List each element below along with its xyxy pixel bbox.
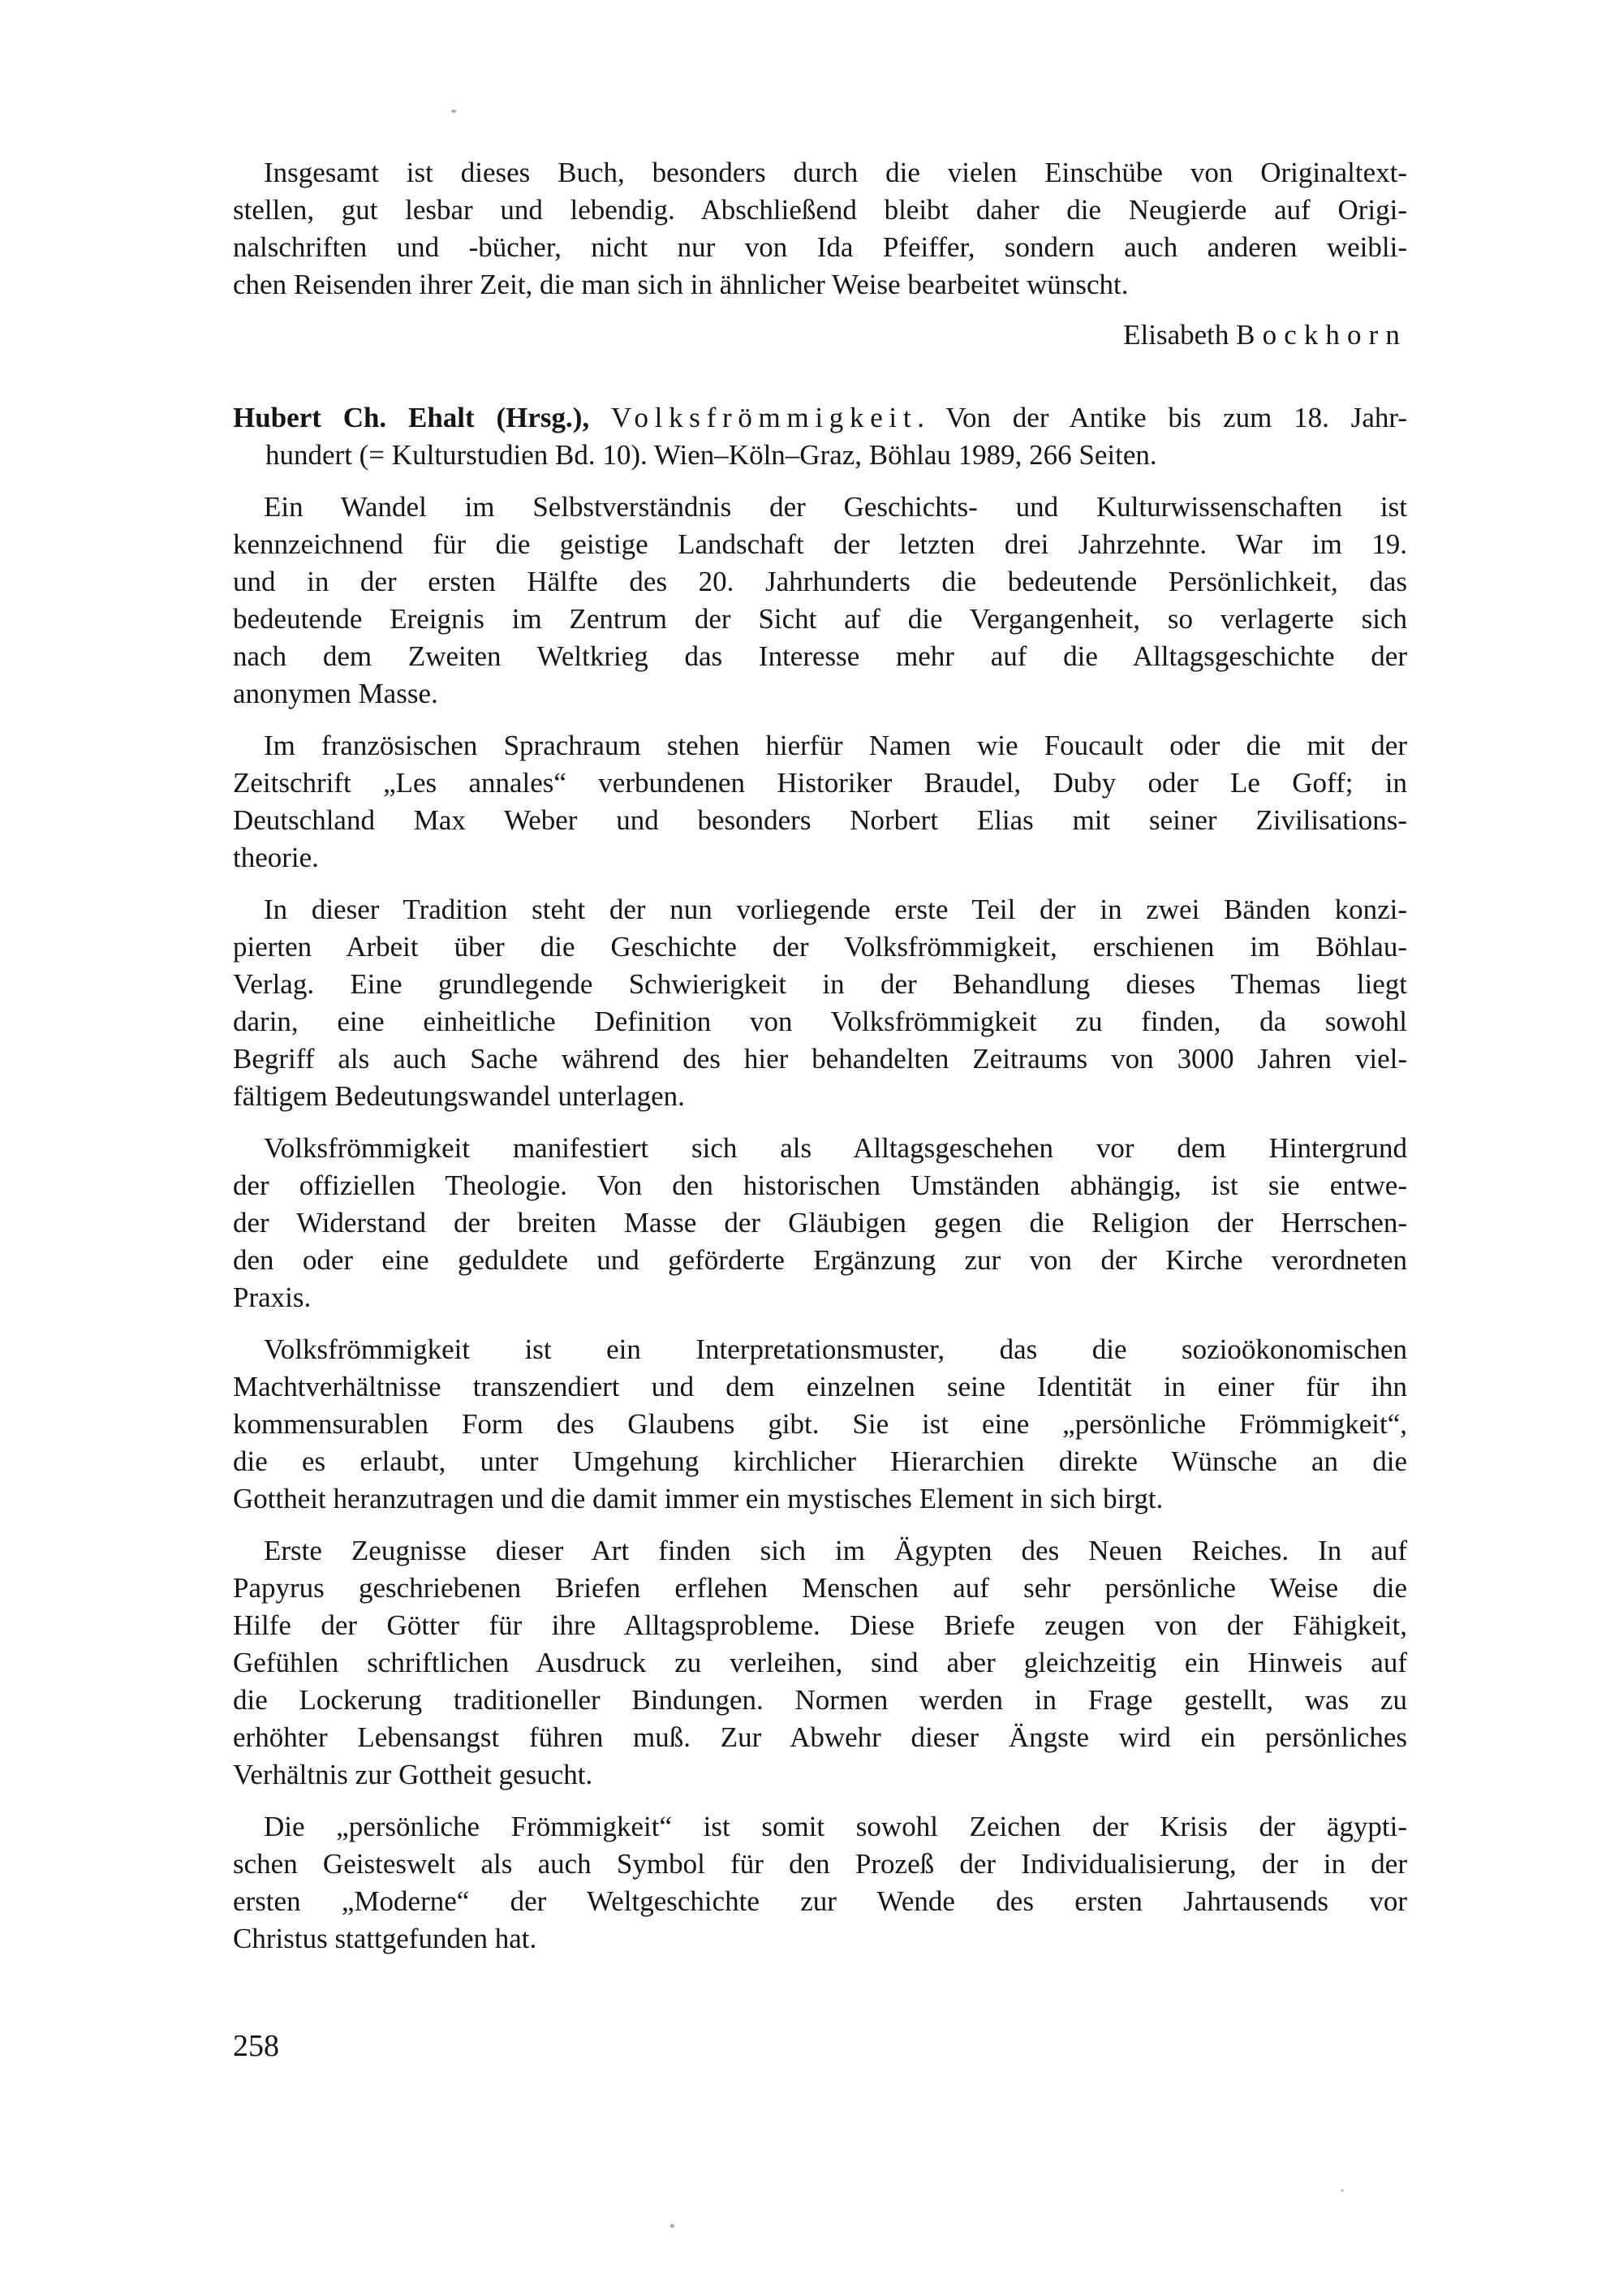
text-column bbox=[233, 154, 1407, 1972]
text-line: Im französischen Sprachraum stehen hierfür Namen wie Foucault oder die mit der bbox=[264, 730, 1407, 761]
reviewer-family-name: Bockhorn bbox=[1236, 319, 1407, 351]
text-line: kommensurablen Form des Glaubens gibt. Sie ist eine „persönliche Frömmigkeit“, bbox=[233, 1408, 1407, 1440]
page-number: 258 bbox=[233, 2029, 279, 2063]
paragraph bbox=[233, 1331, 1407, 1518]
text-line: Deutschland Max Weber und besonders Norbert Elias mit seiner Zivilisations- bbox=[233, 804, 1407, 836]
text-line: pierten Arbeit über die Geschichte der Volksfrömmigkeit, erschienen im Böhlau- bbox=[233, 931, 1407, 963]
heading-line-2: hundert (= Kulturstudien Bd. 10). Wien–Köln–Graz, Böhlau 1989, 266 Seiten. bbox=[265, 439, 1157, 471]
book-editor: Hubert Ch. Ehalt (Hrsg.), bbox=[233, 402, 611, 433]
text-line: Hilfe der Götter für ihre Alltagsprobleme. Diese Briefe zeugen von der Fähigkeit, bbox=[233, 1609, 1407, 1641]
text-line: Praxis. bbox=[233, 1282, 312, 1313]
paragraph bbox=[233, 1130, 1407, 1316]
text-line: die Lockerung traditioneller Bindungen. Normen werden in Frage gestellt, was zu bbox=[233, 1684, 1407, 1716]
text-line: Machtverhältnisse transzendiert und dem einzelnen seine Identität in einer für ihn bbox=[233, 1371, 1407, 1402]
book-title: Volksfrömmigkeit bbox=[611, 402, 918, 433]
reviewer-signature bbox=[233, 317, 1407, 354]
text-line: ersten „Moderne“ der Weltgeschichte zur Wende des ersten Jahrtausends vor bbox=[233, 1885, 1407, 1917]
text-line: Erste Zeugnisse dieser Art finden sich im Ägypten des Neuen Reiches. In auf bbox=[264, 1535, 1407, 1566]
text-line: der offiziellen Theologie. Von den historischen Umständen abhängig, ist sie entwe- bbox=[233, 1170, 1407, 1201]
text-line: Zeitschrift „Les annales“ verbundenen Historiker Braudel, Duby oder Le Goff; in bbox=[233, 767, 1407, 799]
scan-speck bbox=[451, 110, 456, 113]
scan-speck bbox=[670, 2224, 674, 2228]
text-line: anonymen Masse. bbox=[233, 678, 438, 709]
text-line: Gottheit heranzutragen und die damit immer ein mystisches Element in sich birgt. bbox=[233, 1483, 1164, 1514]
paragraph bbox=[233, 1532, 1407, 1794]
text-line: Begriff als auch Sache während des hier behandelten Zeitraums von 3000 Jahren viel- bbox=[233, 1043, 1407, 1075]
text-line: Ein Wandel im Selbstverständnis der Geschichts- und Kulturwissenschaften ist bbox=[264, 491, 1407, 523]
closing-paragraph bbox=[233, 154, 1407, 304]
text-line: Gefühlen schriftlichen Ausdruck zu verleihen, sind aber gleichzeitig ein Hinweis auf bbox=[233, 1647, 1407, 1678]
text-line: In dieser Tradition steht der nun vorliegende erste Teil der in zwei Bänden konzi- bbox=[264, 894, 1407, 925]
text-line: Die „persönliche Frömmigkeit“ ist somit sowohl Zeichen der Krisis der ägypti- bbox=[264, 1811, 1407, 1842]
text-line: Volksfrömmigkeit ist ein Interpretationsmuster, das die sozioökonomischen bbox=[264, 1333, 1407, 1365]
text-line: Papyrus geschriebenen Briefen erflehen Menschen auf sehr persönliche Weise die bbox=[233, 1572, 1407, 1604]
text-line: darin, eine einheitliche Definition von Volksfrömmigkeit zu finden, da sowohl bbox=[233, 1006, 1407, 1037]
reviewer-given-name: Elisabeth bbox=[1123, 319, 1237, 351]
text-line: Volksfrömmigkeit manifestiert sich als Alltagsgeschehen vor dem Hintergrund bbox=[264, 1132, 1407, 1164]
scan-speck bbox=[1341, 2189, 1344, 2192]
text-line: chen Reisenden ihrer Zeit, die man sich in ähnlicher Weise bearbeitet wünscht. bbox=[233, 269, 1129, 300]
text-line: nach dem Zweiten Weltkrieg das Interesse mehr auf die Alltagsgeschichte der bbox=[233, 640, 1407, 672]
paragraph bbox=[233, 1808, 1407, 1958]
book-subtitle: . Von der Antike bis zum 18. Jahr- bbox=[917, 402, 1407, 433]
paragraph bbox=[233, 891, 1407, 1115]
paragraph bbox=[233, 489, 1407, 713]
text-line: und in der ersten Hälfte des 20. Jahrhunderts die bedeutende Persönlichkeit, das bbox=[233, 566, 1407, 597]
text-line: die es erlaubt, unter Umgehung kirchlicher Hierarchien direkte Wünsche an die bbox=[233, 1445, 1407, 1477]
text-line: Christus stattgefunden hat. bbox=[233, 1923, 537, 1954]
text-line: schen Geisteswelt als auch Symbol für den Prozeß der Individualisierung, der in der bbox=[233, 1848, 1407, 1880]
heading-line-1 bbox=[233, 399, 1407, 437]
paragraph bbox=[233, 727, 1407, 877]
text-line: Verhältnis zur Gottheit gesucht. bbox=[233, 1759, 593, 1790]
text-line: der Widerstand der breiten Masse der Gläubigen gegen die Religion der Herrschen- bbox=[233, 1207, 1407, 1238]
text-line: theorie. bbox=[233, 842, 319, 873]
text-line: bedeutende Ereignis im Zentrum der Sicht auf die Vergangenheit, so verlagerte sich bbox=[233, 603, 1407, 635]
text-line: stellen, gut lesbar und lebendig. Abschließend bleibt daher die Neugierde auf Origi- bbox=[233, 194, 1407, 226]
text-line: den oder eine geduldete und geförderte Ergänzung zur von der Kirche verordneten bbox=[233, 1244, 1407, 1276]
text-line: erhöhter Lebensangst führen muß. Zur Abwehr dieser Ängste wird ein persönliches bbox=[233, 1721, 1407, 1753]
text-line: Verlag. Eine grundlegende Schwierigkeit in der Behandlung dieses Themas liegt bbox=[233, 968, 1407, 1000]
text-line: kennzeichnend für die geistige Landschaft der letzten drei Jahrzehnte. War im 19. bbox=[233, 528, 1407, 560]
text-line: fältigem Bedeutungswandel unterlagen. bbox=[233, 1080, 685, 1112]
text-line: Insgesamt ist dieses Buch, besonders durch die vielen Einschübe von Originaltext- bbox=[264, 157, 1407, 188]
text-line: nalschriften und -bücher, nicht nur von Ida Pfeiffer, sondern auch anderen weibli- bbox=[233, 231, 1407, 263]
book-reference-heading bbox=[233, 399, 1407, 474]
